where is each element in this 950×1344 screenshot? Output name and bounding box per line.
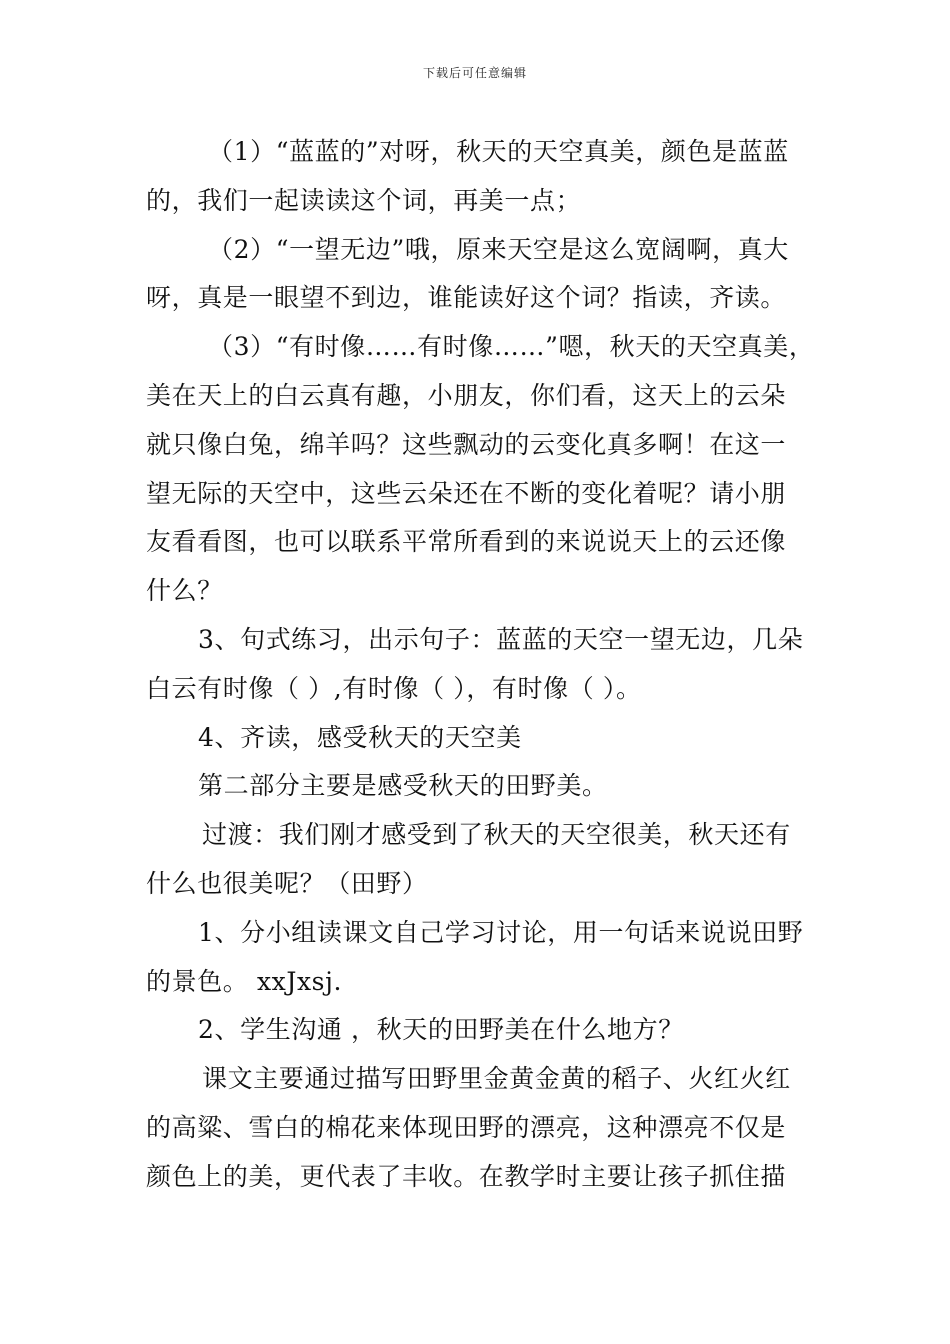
paragraph-line: （1）“蓝蓝的”对呀，秋天的天空真美，颜色是蓝蓝 [208,137,789,166]
paragraph-line: 2、学生沟通 ，秋天的田野美在什么地方？ [198,1015,684,1045]
paragraph-line: 呀，真是一眼望不到边，谁能读好这个词？指读，齐读。 [146,283,787,313]
paragraph-line: 第二部分主要是感受秋天的田野美。 [198,771,608,801]
paragraph-line: 友看看图，也可以联系平常所看到的来说说天上的云还像 [146,527,787,557]
paragraph-line: 什么也很美呢？（田野） [146,868,428,898]
paragraph-line: 4、齐读，感受秋天的天空美 [198,722,522,752]
paragraph-line: 的高粱、雪白的棉花来体现田野的漂亮，这种漂亮不仅是 [146,1112,787,1142]
paragraph-line: 颜色上的美，更代表了丰收。在教学时主要让孩子抓住描 [146,1161,787,1191]
paragraph-line: 1、分小组读课文自己学习讨论，用一句话来说说田野 [198,917,804,947]
paragraph-line: 美在天上的白云真有趣，小朋友，你们看，这天上的云朵 [146,380,787,410]
paragraph-line: 3、句式练习，出示句子：蓝蓝的天空一望无边，几朵 [198,624,804,654]
document-body [146,128,816,1202]
paragraph-line: 课文主要通过描写田野里金黄金黄的稻子、火红火红 [202,1064,791,1094]
paragraph-line: 白云有时像（ ）,有时像（ ），有时像（ ）。 [146,673,642,703]
page-header: 下载后可任意编辑 [422,66,527,80]
paragraph-line: （2）“一望无边”哦，原来天空是这么宽阔啊，真大 [208,234,789,264]
paragraph-line: （3）“有时像……有时像……”嗯，秋天的天空真美， [208,332,815,362]
paragraph-line: 望无际的天空中，这些云朵还在不断的变化着呢？请小朋 [146,478,787,508]
paragraph-line: 过渡：我们刚才感受到了秋天的天空很美，秋天还有 [202,820,791,850]
paragraph-line: 就只像白兔，绵羊吗？这些飘动的云变化真多啊！在这一 [146,429,787,459]
paragraph-line: 的景色。 xxJxsj. [146,966,342,996]
paragraph-line: 的，我们一起读读这个词，再美一点； [146,185,582,215]
paragraph-line: 什么？ [146,576,223,606]
